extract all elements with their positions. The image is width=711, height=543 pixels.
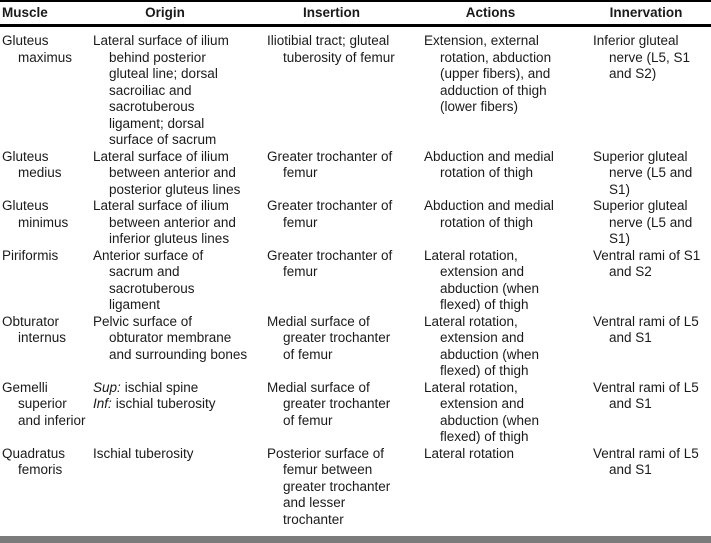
cell-muscle: Obturator internus xyxy=(2,313,67,345)
cell-insertion: Greater trochanter of femur xyxy=(267,198,393,230)
cell-insertion: Medial surface of greater trochanter of femur xyxy=(267,379,391,428)
cell-actions: Lateral rotation, extension and abduction (when flexed) of thigh xyxy=(424,313,540,378)
cell-innervation: Ventral rami of L5 and S1 xyxy=(593,379,699,411)
origin-sup-label: Sup: xyxy=(93,379,121,395)
cell-actions: Abduction and medial rotation of thigh xyxy=(424,198,554,230)
table-row-gluteus-medius xyxy=(0,149,711,199)
cell-muscle: Gluteus minimus xyxy=(2,198,69,230)
origin-inf-text: ischial tuberosity xyxy=(115,396,216,411)
cell-muscle: Gluteus medius xyxy=(2,148,62,180)
cell-origin: Pelvic surface of obturator membrane and surrounding bones xyxy=(93,313,248,362)
cell-insertion: Greater trochanter of femur xyxy=(267,148,393,180)
cell-insertion: Iliotibial tract; gluteal tuberosity of femur xyxy=(267,33,395,65)
cell-origin: Lateral surface of ilium between anterior and inferior gluteus lines xyxy=(93,198,236,246)
column-header-insertion: Insertion xyxy=(265,1,422,26)
cell-actions: Abduction and medial rotation of thigh xyxy=(424,148,554,180)
cell-origin: Ischial tuberosity xyxy=(93,445,194,461)
origin-sup-text: ischial spine xyxy=(124,379,199,395)
column-header-innervation: Innervation xyxy=(591,1,711,26)
cell-actions: Lateral rotation, extension and abduction (when flexed) of thigh xyxy=(424,379,540,444)
cell-origin: Lateral surface of ilium behind posterior gluteal line; dorsal sacroiliac and sacrotuberous ligament; dorsal surface of sacrum xyxy=(93,33,229,147)
cell-innervation: Superior gluteal nerve (L5 and S1) xyxy=(593,198,693,246)
table-row-gluteus-maximus xyxy=(0,26,711,149)
cell-origin xyxy=(91,380,265,446)
cell-muscle: Gluteus maximus xyxy=(2,33,73,65)
header-row xyxy=(0,1,711,26)
table-row-quadratus-femoris xyxy=(0,446,711,529)
cell-actions: Lateral rotation xyxy=(424,445,515,461)
cell-insertion: Medial surface of greater trochanter of femur xyxy=(267,313,391,362)
origin-inf-label: Inf: xyxy=(93,396,112,411)
cell-muscle: Quadratus femoris xyxy=(2,445,66,477)
cell-innervation: Inferior gluteal nerve (L5, S1 and S2) xyxy=(593,33,691,81)
table-row-gemelli xyxy=(0,380,711,446)
table-row-piriformis xyxy=(0,248,711,314)
cell-origin: Lateral surface of ilium between anterior and posterior gluteus lines xyxy=(93,148,241,197)
table-row-obturator-internus xyxy=(0,314,711,380)
cell-actions: Extension, external rotation, abduction (upper fibers), and adduction of thigh (lower fibers) xyxy=(424,33,552,114)
cell-innervation: Ventral rami of S1 and S2 xyxy=(593,247,701,279)
cell-muscle: Piriformis xyxy=(2,247,59,263)
cell-insertion: Posterior surface of femur between greater trochanter and lesser trochanter xyxy=(267,445,391,527)
column-header-origin: Origin xyxy=(91,1,265,26)
column-header-muscle: Muscle xyxy=(0,1,91,26)
cell-innervation: Superior gluteal nerve (L5 and S1) xyxy=(593,148,693,197)
footer-bar xyxy=(0,536,711,543)
cell-actions: Lateral rotation, extension and abduction (when flexed) of thigh xyxy=(424,247,540,312)
cell-origin: Anterior surface of sacrum and sacrotuberous ligament xyxy=(93,247,204,312)
cell-innervation: Ventral rami of L5 and S1 xyxy=(593,445,699,477)
cell-insertion: Greater trochanter of femur xyxy=(267,247,393,279)
cell-muscle: Gemelli superior and inferior xyxy=(2,379,86,428)
cell-innervation: Ventral rami of L5 and S1 xyxy=(593,313,699,345)
column-header-actions: Actions xyxy=(422,1,591,26)
table-row-gluteus-minimus xyxy=(0,198,711,248)
